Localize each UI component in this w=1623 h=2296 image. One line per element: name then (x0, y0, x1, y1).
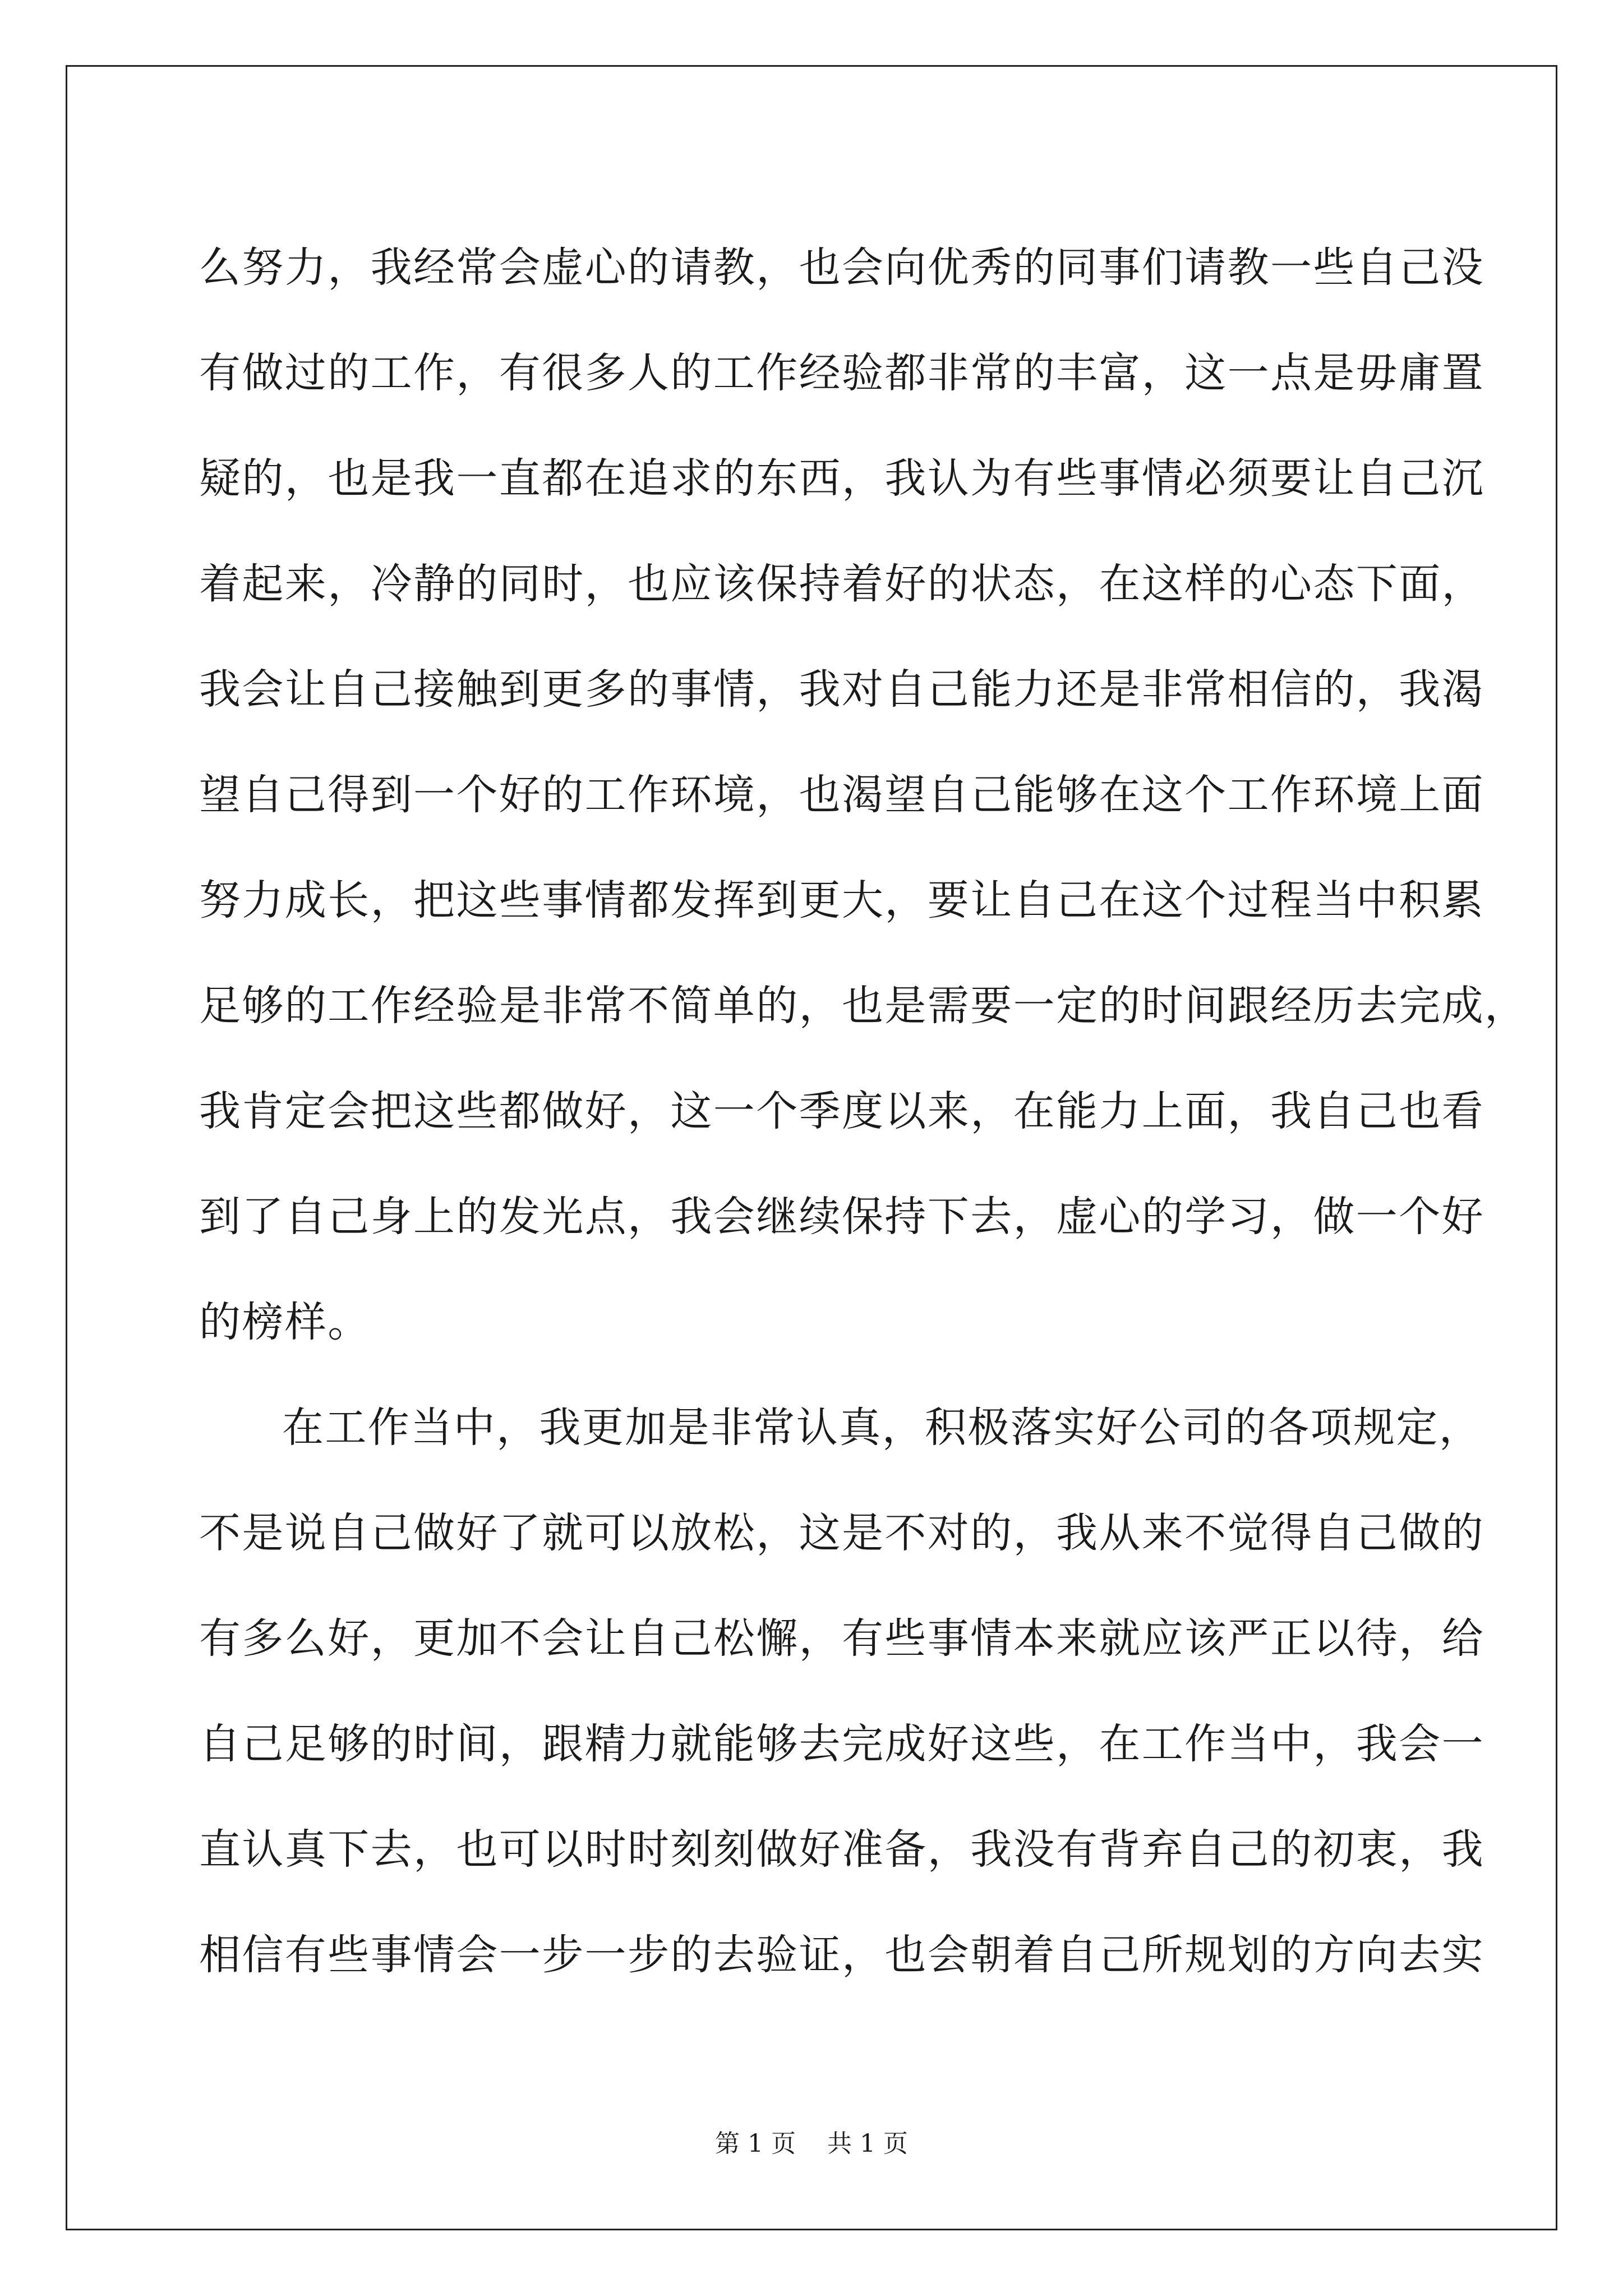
text-line: 着起来，冷静的同时，也应该保持着好的状态，在这样的心态下面， (199, 560, 1484, 608)
text-line: 相信有些事情会一步一步的去验证，也会朝着自己所规划的方向去实 (199, 1931, 1484, 1979)
text-line: 疑的，也是我一直都在追求的东西，我认为有些事情必须要让自己沉 (199, 454, 1484, 503)
text-line: 到了自己身上的发光点，我会继续保持下去，虚心的学习，做一个好 (199, 1193, 1484, 1241)
text-line: 不是说自己做好了就可以放松，这是不对的，我从来不觉得自己做的 (199, 1509, 1484, 1557)
text-line: 足够的工作经验是非常不简单的，也是需要一定的时间跟经历去完成， (199, 982, 1528, 1030)
text-line: 努力成长，把这些事情都发挥到更大，要让自己在这个过程当中积累 (199, 876, 1484, 924)
page-footer: 第 1 页 共 1 页 (715, 2129, 908, 2158)
paragraph (199, 215, 1528, 1375)
text-line: 我肯定会把这些都做好，这一个季度以来，在能力上面，我自己也看 (199, 1087, 1484, 1135)
text-line: 在工作当中，我更加是非常认真，积极落实好公司的各项规定， (282, 1404, 1482, 1452)
text-line: 的榜样。 (199, 1298, 371, 1346)
text-line: 自己足够的时间，跟精力就能够去完成好这些，在工作当中，我会一 (199, 1720, 1484, 1768)
text-line: 望自己得到一个好的工作环境，也渴望自己能够在这个工作环境上面 (199, 771, 1484, 819)
text-line: 直认真下去，也可以时时刻刻做好准备，我没有背弃自己的初衷，我 (199, 1825, 1484, 1874)
text-line: 么努力，我经常会虚心的请教，也会向优秀的同事们请教一些自己没 (199, 243, 1484, 292)
text-line: 我会让自己接触到更多的事情，我对自己能力还是非常相信的，我渴 (199, 665, 1484, 714)
paragraph (199, 1375, 1484, 2008)
text-line: 有多么好，更加不会让自己松懈，有些事情本来就应该严正以待，给 (199, 1614, 1484, 1663)
text-line: 有做过的工作，有很多人的工作经验都非常的丰富，这一点是毋庸置 (199, 349, 1484, 397)
document-body (199, 215, 1528, 2008)
